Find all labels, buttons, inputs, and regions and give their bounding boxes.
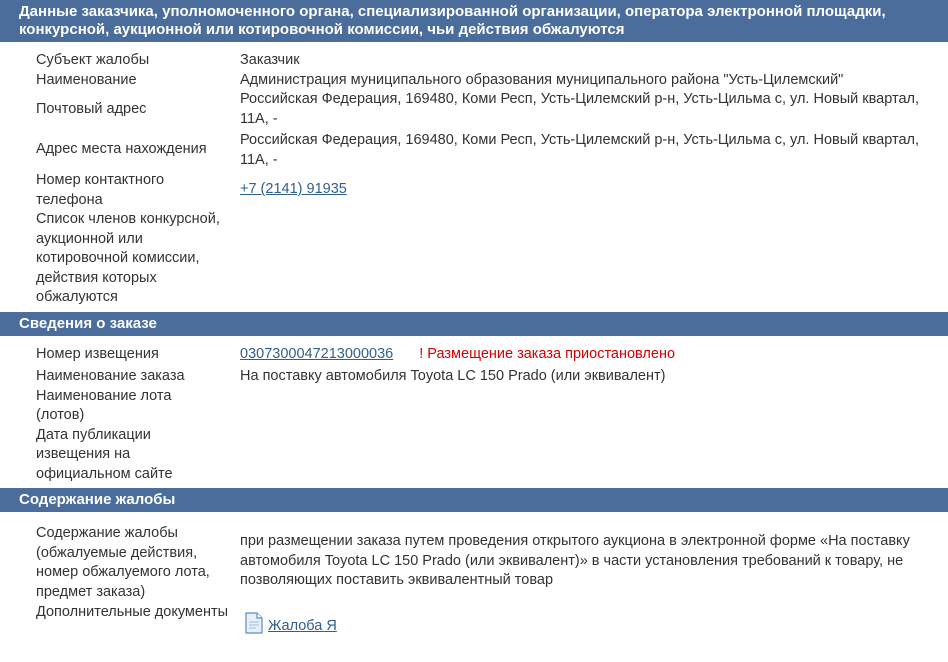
field-row-location-address bbox=[0, 131, 948, 170]
field-label: Дата публикации извещения на официальном сайте bbox=[36, 426, 173, 482]
notice-number-link[interactable]: 0307300047213000036 bbox=[240, 345, 394, 362]
suspended-warning: ! Размещение заказа приостановлено bbox=[419, 345, 676, 362]
field-label: Номер извещения bbox=[36, 345, 159, 362]
field-value bbox=[240, 426, 940, 485]
field-label: Наименование лота (лотов) bbox=[36, 387, 172, 423]
field-value: при размещении заказа путем проведения открытого аукциона в электронной форме «На поставку автомобиля Toyota LC 150 Prado (или эквивалент)» в части установления требований к товару, не позволяющих поставить эквивалентный товар bbox=[240, 533, 910, 588]
field-row-postal-address bbox=[0, 90, 948, 129]
complainee-section bbox=[0, 0, 948, 308]
field-label: Дополнительные документы bbox=[36, 604, 229, 620]
field-row-additional-docs bbox=[0, 603, 948, 641]
field-row-order-name bbox=[0, 367, 948, 387]
field-value: Заказчик bbox=[240, 52, 300, 68]
field-row-commission-members bbox=[0, 210, 948, 308]
order-info-section bbox=[0, 312, 948, 485]
document-icon bbox=[244, 612, 268, 641]
field-value: Администрация муниципального образования муниципального района "Усть-Цилемский" bbox=[240, 71, 844, 88]
field-label: Почтовый адрес bbox=[36, 101, 147, 117]
field-row-name bbox=[0, 71, 948, 91]
field-value: Российская Федерация, 169480, Коми Респ, Усть-Цилемский р-н, Усть-Цильма с, ул. Новый квартал, 11А, - bbox=[240, 91, 920, 127]
field-label: Наименование bbox=[36, 71, 137, 88]
field-label: Субъект жалобы bbox=[36, 52, 150, 68]
field-row-phone bbox=[0, 171, 948, 210]
attachment-link[interactable]: Жалоба Я bbox=[268, 617, 337, 634]
field-row-notice-number bbox=[0, 345, 948, 365]
field-value bbox=[240, 210, 940, 308]
field-label: Адрес места нахождения bbox=[36, 141, 207, 157]
order-info-section-title: Сведения о заказе bbox=[0, 312, 948, 336]
field-row-subject bbox=[0, 51, 948, 71]
phone-link[interactable]: +7 (2141) 91935 bbox=[240, 181, 347, 197]
field-label: Номер контактного телефона bbox=[36, 172, 165, 208]
field-row-lot-name bbox=[0, 387, 948, 426]
complaint-content-section-title: Содержание жалобы bbox=[0, 488, 948, 512]
field-value: На поставку автомобиля Toyota LC 150 Prado (или эквивалент) bbox=[240, 368, 666, 384]
complaint-content-section bbox=[0, 488, 948, 641]
complainee-section-title: Данные заказчика, уполномоченного органа, специализированной организации, оператора электронной площадки, конкурсной, аукционной или котировочной комиссии, чьи действия обжалуются bbox=[0, 0, 948, 42]
field-row-publish-date bbox=[0, 426, 948, 485]
field-value bbox=[240, 387, 940, 426]
field-value: Российская Федерация, 169480, Коми Респ, Усть-Цилемский р-н, Усть-Цильма с, ул. Новый квартал, 11А, - bbox=[240, 132, 920, 168]
field-label: Содержание жалобы (обжалуемые действия, номер обжалуемого лота, предмет заказа) bbox=[36, 525, 210, 600]
attachment[interactable] bbox=[244, 612, 337, 641]
field-label: Список членов конкурсной, аукционной или котировочной комиссии, действия которых обжалуются bbox=[36, 211, 220, 305]
field-row-complaint-content bbox=[0, 524, 948, 602]
field-label: Наименование заказа bbox=[36, 368, 185, 384]
